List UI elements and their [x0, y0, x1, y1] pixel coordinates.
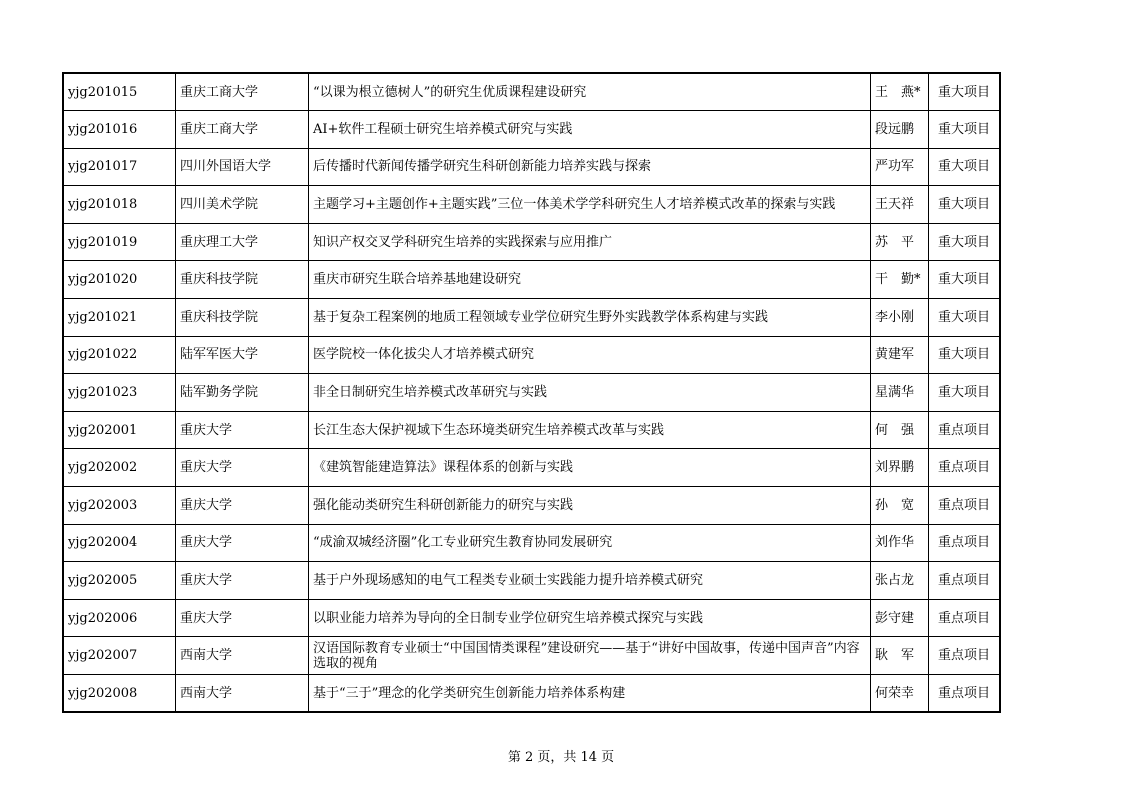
university-cell: 重庆大学: [176, 599, 309, 637]
principal-cell: 刘作华: [871, 524, 929, 562]
page-footer: 第 2 页，共 14 页: [507, 750, 615, 765]
project-title-cell: 基于户外现场感知的电气工程类专业硕士实践能力提升培养模式研究: [309, 562, 871, 600]
principal-cell: 王 燕*: [871, 73, 929, 111]
university-cell: 重庆理工大学: [176, 223, 309, 261]
principal-cell: 孙 宽: [871, 487, 929, 525]
project-title-cell: 后传播时代新闻传播学研究生科研创新能力培养实践与探索: [309, 148, 871, 186]
principal-cell: 黄建军: [871, 336, 929, 374]
principal-cell: 耿 军: [871, 637, 929, 675]
university-cell: 重庆工商大学: [176, 73, 309, 111]
principal-cell: 王天祥: [871, 186, 929, 224]
table-row: [63, 637, 1000, 675]
principal-cell: 何荣幸: [871, 675, 929, 713]
project-level-cell: 重大项目: [929, 374, 1001, 412]
principal-cell: 彭守建: [871, 599, 929, 637]
university-cell: 重庆大学: [176, 487, 309, 525]
principal-cell: 星满华: [871, 374, 929, 412]
project-title-cell: 基于“三于”理念的化学类研究生创新能力培养体系构建: [309, 675, 871, 713]
project-code-cell: yjg201018: [63, 186, 176, 224]
table-row: [63, 336, 1000, 374]
table-row: [63, 111, 1000, 149]
university-cell: 重庆科技学院: [176, 299, 309, 337]
project-code-cell: yjg201021: [63, 299, 176, 337]
project-code-cell: yjg201015: [63, 73, 176, 111]
university-cell: 陆军军医大学: [176, 336, 309, 374]
project-title-cell: 医学院校一体化拔尖人才培养模式研究: [309, 336, 871, 374]
table-row: [63, 675, 1000, 713]
project-level-cell: 重大项目: [929, 261, 1001, 299]
project-title-cell: 基于复杂工程案例的地质工程领域专业学位研究生野外实践教学体系构建与实践: [309, 299, 871, 337]
project-level-cell: 重点项目: [929, 599, 1001, 637]
table-row: [63, 487, 1000, 525]
project-level-cell: 重大项目: [929, 73, 1001, 111]
project-table-body: [63, 73, 1000, 712]
project-title-cell: AI+软件工程硕士研究生培养模式研究与实践: [309, 111, 871, 149]
project-code-cell: yjg202006: [63, 599, 176, 637]
project-code-cell: yjg201016: [63, 111, 176, 149]
project-code-cell: yjg202001: [63, 411, 176, 449]
project-code-cell: yjg201019: [63, 223, 176, 261]
table-row: [63, 73, 1000, 111]
table-row: [63, 524, 1000, 562]
table-row: [63, 299, 1000, 337]
project-code-cell: yjg202007: [63, 637, 176, 675]
principal-cell: 刘界鹏: [871, 449, 929, 487]
project-table: [62, 72, 1001, 713]
university-cell: 重庆工商大学: [176, 111, 309, 149]
university-cell: 西南大学: [176, 637, 309, 675]
project-title-cell: 《建筑智能建造算法》课程体系的创新与实践: [309, 449, 871, 487]
project-level-cell: 重大项目: [929, 111, 1001, 149]
table-row: [63, 186, 1000, 224]
project-title-cell: 汉语国际教育专业硕士“中国国情类课程”建设研究——基于“讲好中国故事，传递中国声音”内容选取的视角: [309, 637, 871, 675]
project-level-cell: 重大项目: [929, 186, 1001, 224]
project-code-cell: yjg201022: [63, 336, 176, 374]
university-cell: 重庆大学: [176, 562, 309, 600]
university-cell: 重庆科技学院: [176, 261, 309, 299]
project-title-cell: 以职业能力培养为导向的全日制专业学位研究生培养模式探究与实践: [309, 599, 871, 637]
project-code-cell: yjg202005: [63, 562, 176, 600]
table-row: [63, 449, 1000, 487]
project-code-cell: yjg201017: [63, 148, 176, 186]
project-title-cell: “成渝双城经济圈”化工专业研究生教育协同发展研究: [309, 524, 871, 562]
table-row: [63, 374, 1000, 412]
project-title-cell: 知识产权交叉学科研究生培养的实践探索与应用推广: [309, 223, 871, 261]
principal-cell: 严功军: [871, 148, 929, 186]
project-code-cell: yjg202008: [63, 675, 176, 713]
project-level-cell: 重点项目: [929, 411, 1001, 449]
project-code-cell: yjg202002: [63, 449, 176, 487]
project-title-cell: 非全日制研究生培养模式改革研究与实践: [309, 374, 871, 412]
principal-cell: 张占龙: [871, 562, 929, 600]
project-level-cell: 重点项目: [929, 637, 1001, 675]
project-title-cell: 长江生态大保护视域下生态环境类研究生培养模式改革与实践: [309, 411, 871, 449]
project-level-cell: 重大项目: [929, 299, 1001, 337]
table-row: [63, 148, 1000, 186]
project-table-container: [62, 72, 1001, 713]
principal-cell: 李小刚: [871, 299, 929, 337]
project-code-cell: yjg201020: [63, 261, 176, 299]
project-level-cell: 重大项目: [929, 223, 1001, 261]
university-cell: 四川外国语大学: [176, 148, 309, 186]
university-cell: 重庆大学: [176, 449, 309, 487]
project-title-cell: 强化能动类研究生科研创新能力的研究与实践: [309, 487, 871, 525]
table-row: [63, 562, 1000, 600]
project-level-cell: 重点项目: [929, 487, 1001, 525]
project-title-cell: “以课为根立德树人”的研究生优质课程建设研究: [309, 73, 871, 111]
project-level-cell: 重点项目: [929, 449, 1001, 487]
project-code-cell: yjg201023: [63, 374, 176, 412]
university-cell: 重庆大学: [176, 524, 309, 562]
project-level-cell: 重大项目: [929, 336, 1001, 374]
principal-cell: 段远鹏: [871, 111, 929, 149]
principal-cell: 干 勤*: [871, 261, 929, 299]
university-cell: 西南大学: [176, 675, 309, 713]
table-row: [63, 223, 1000, 261]
university-cell: 陆军勤务学院: [176, 374, 309, 412]
project-level-cell: 重点项目: [929, 524, 1001, 562]
project-code-cell: yjg202004: [63, 524, 176, 562]
project-code-cell: yjg202003: [63, 487, 176, 525]
table-row: [63, 599, 1000, 637]
table-row: [63, 411, 1000, 449]
project-level-cell: 重大项目: [929, 148, 1001, 186]
project-title-cell: 重庆市研究生联合培养基地建设研究: [309, 261, 871, 299]
project-level-cell: 重点项目: [929, 562, 1001, 600]
project-title-cell: 主题学习+主题创作+主题实践”三位一体美术学学科研究生人才培养模式改革的探索与实践: [309, 186, 871, 224]
principal-cell: 何 强: [871, 411, 929, 449]
table-row: [63, 261, 1000, 299]
principal-cell: 苏 平: [871, 223, 929, 261]
university-cell: 重庆大学: [176, 411, 309, 449]
university-cell: 四川美术学院: [176, 186, 309, 224]
project-level-cell: 重点项目: [929, 675, 1001, 713]
